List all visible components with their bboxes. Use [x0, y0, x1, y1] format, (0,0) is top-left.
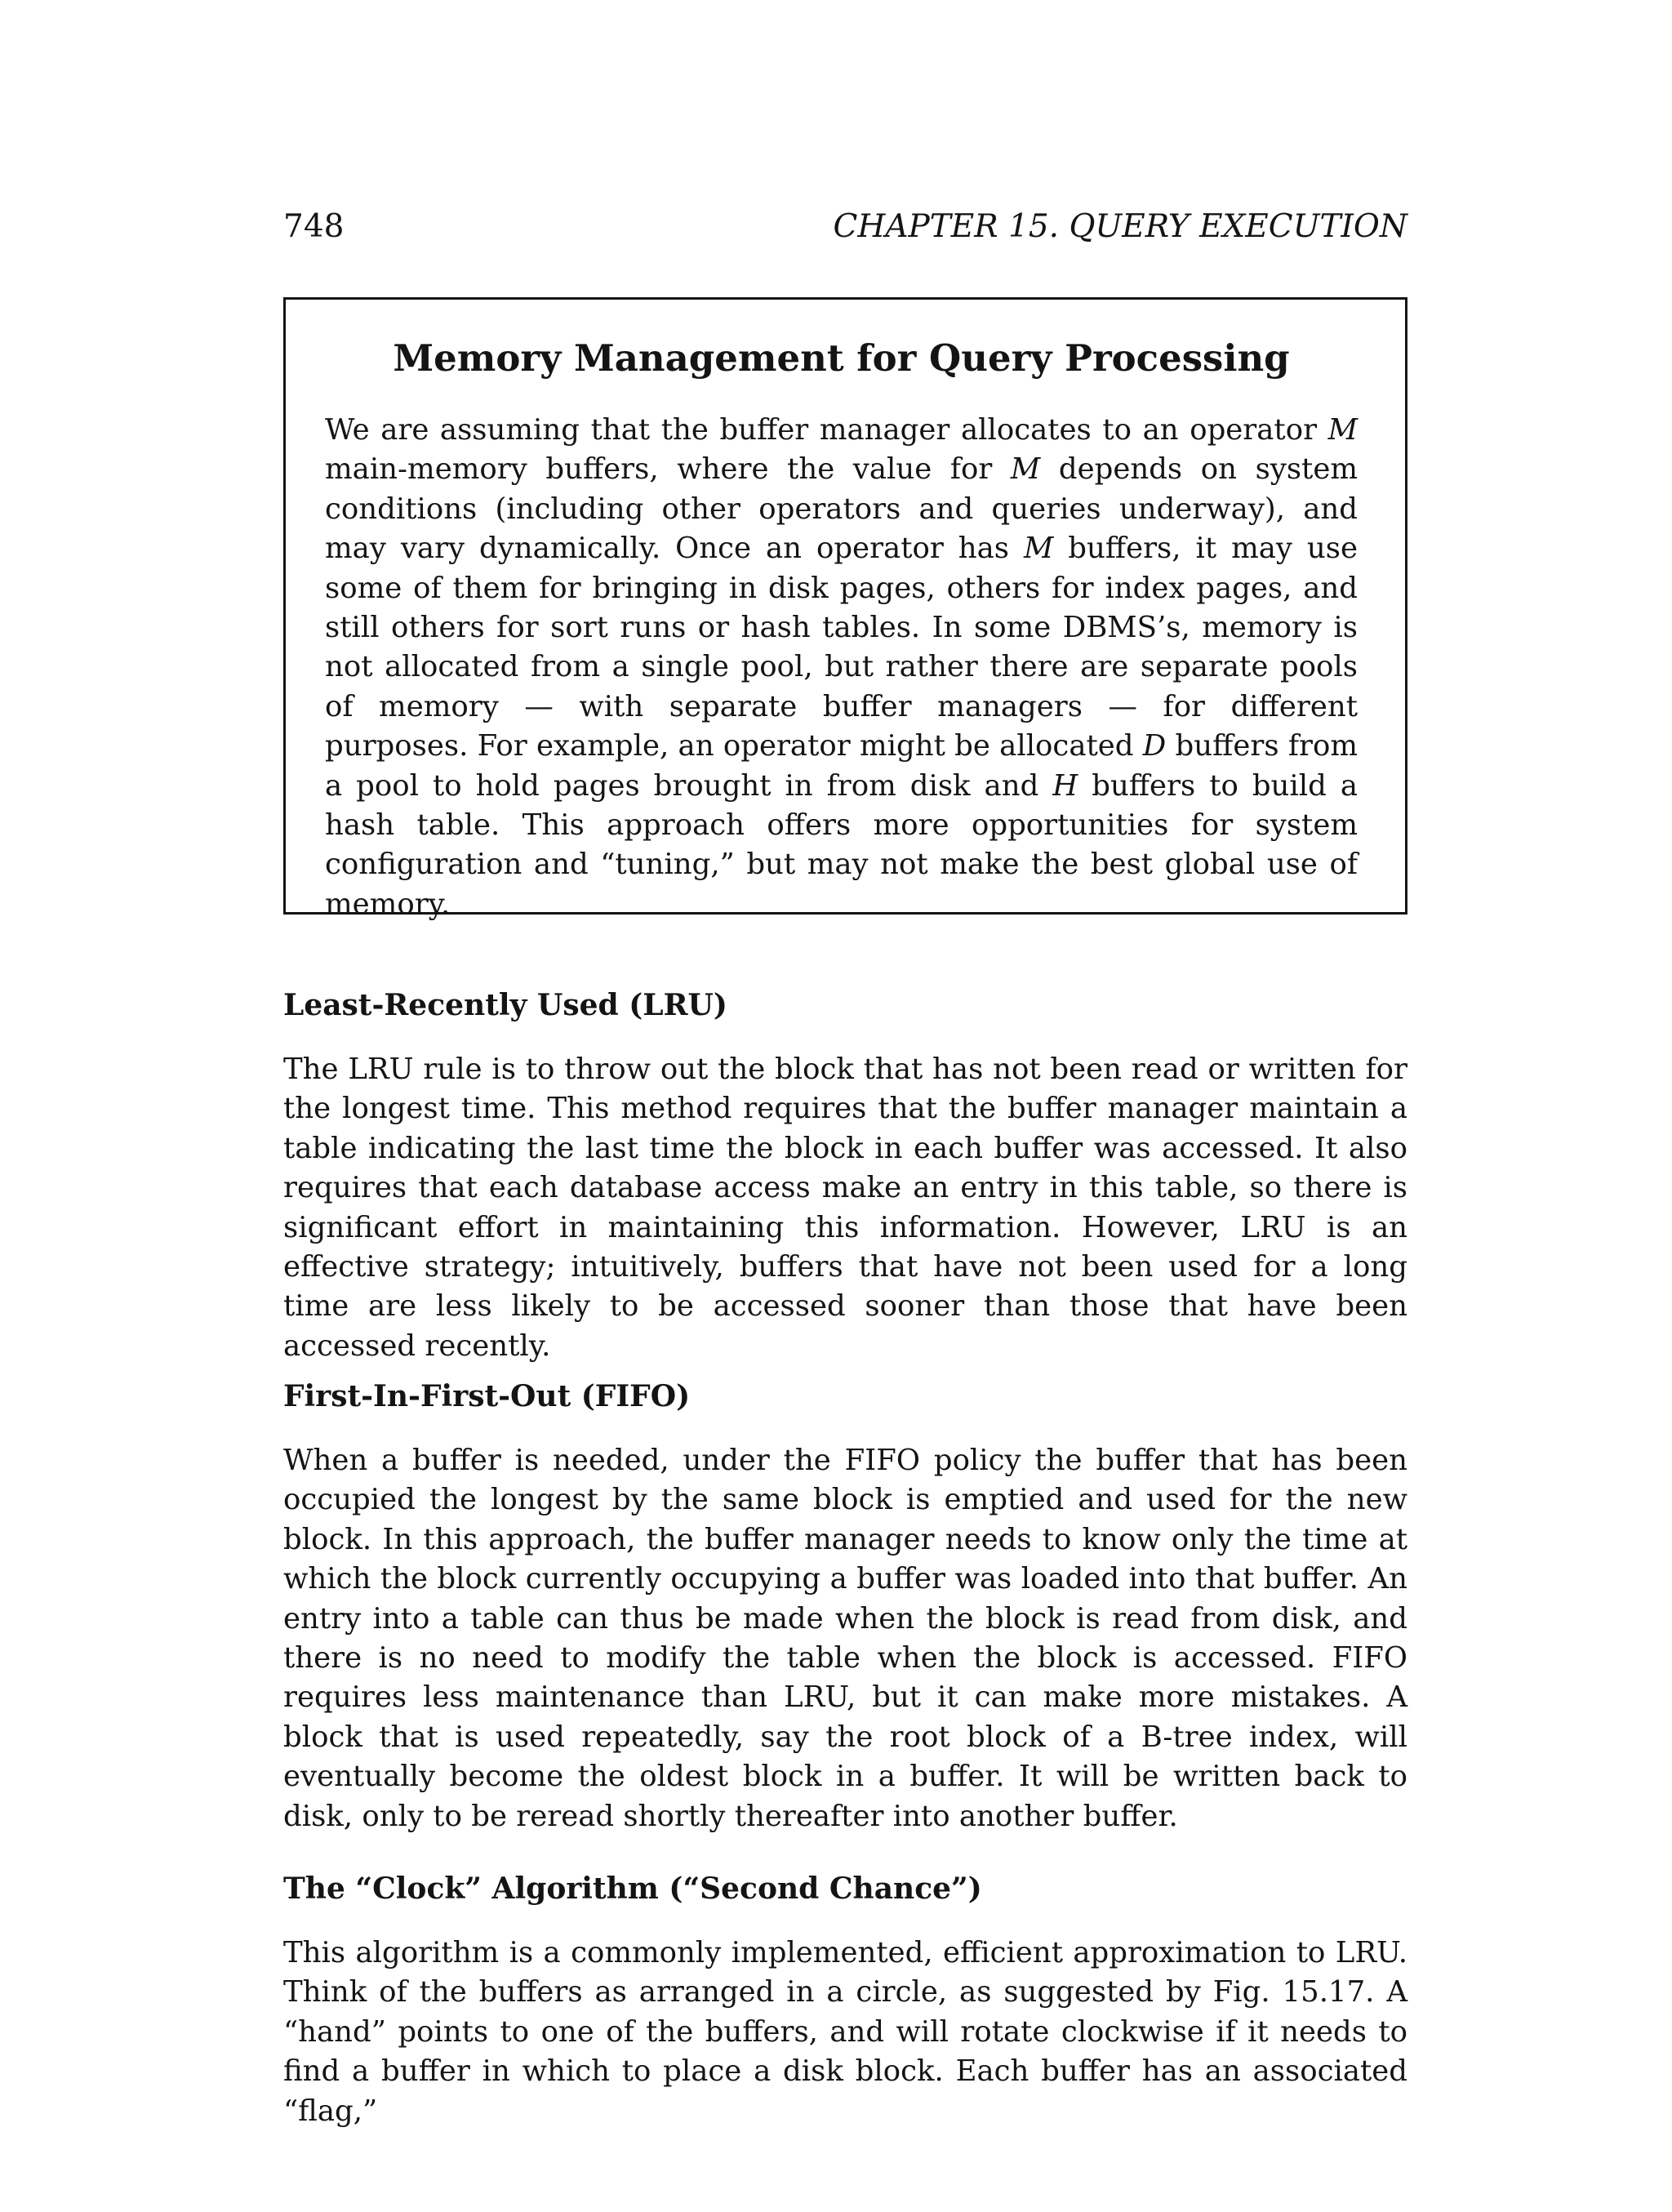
math-variable: D — [1142, 729, 1167, 763]
section-clock — [283, 1868, 1407, 2131]
section-fifo — [283, 1376, 1407, 1836]
sidebar-title: Memory Management for Query Processing — [393, 336, 1290, 380]
math-variable: M — [1010, 452, 1041, 487]
math-variable: M — [1327, 413, 1358, 447]
section-heading-clock: The “Clock” Algorithm (“Second Chance”) — [283, 1872, 982, 1906]
sidebar-body: We are assuming that the buffer manager allocates to an operator M main-memory buffers, where the value for M depends on system conditions (including other operators and queries underway), and may vary dynamically. Once an operator has M buffers, it may use some of them for bringing in disk pages, others for index pages, and still others for sort runs or hash tables. In some DBMS’s, memory is not allocated from a single pool, but rather there are separate pools of memory — with separate buffer managers — for different purposes. For example, an operator might be allocated D buffers from a pool to hold pages brought in from disk and H buffers to build a hash table. This approach offers more opportunities for system configuration and “tuning,” but may not make the best global use of memory. — [325, 413, 1358, 921]
page-header — [283, 208, 1407, 251]
section-body-fifo: When a buffer is needed, under the FIFO policy the buffer that has been occupied the longest by the same block is emptied and used for the new block. In this approach, the buffer manager needs to know only the time at which the block currently occupying a buffer was loaded into that buffer. An entry into a table can thus be made when the block is read from disk, and there is no need to modify the table when the block is accessed. FIFO requires less maintenance than LRU, but it can make more mistakes. A block that is used repeatedly, say the root block of a B-tree index, will eventually become the oldest block in a buffer. It will be written back to disk, only to be reread shortly thereafter into another buffer. — [283, 1444, 1407, 1833]
math-variable: H — [1052, 768, 1078, 803]
section-heading-fifo: First-In-First-Out (FIFO) — [283, 1379, 691, 1413]
sidebar-box — [283, 297, 1407, 921]
section-heading-lru: Least-Recently Used (LRU) — [283, 988, 727, 1022]
page-number: 748 — [283, 208, 345, 245]
section-lru — [283, 985, 1407, 1366]
section-body-clock: This algorithm is a commonly implemented, efficient approximation to LRU. Think of the buffers as arranged in a circle, as suggested by Fig. 15.17. A “hand” points to one of the buffers, and will rotate clockwise if it needs to find a buffer in which to place a disk block. Each buffer has an associated “flag,” — [283, 1936, 1407, 2128]
section-body-lru: The LRU rule is to throw out the block that has not been read or written for the longest time. This method requires that the buffer manager maintain a table indicating the last time the block in each buffer was accessed. It also requires that each database access make an entry in this table, so there is significant effort in maintaining this information. However, LRU is an effective strategy; intuitively, buffers that have not been used for a long time are less likely to be accessed sooner than those that have been accessed recently. — [283, 1053, 1407, 1363]
math-variable: M — [1023, 532, 1054, 566]
running-head: CHAPTER 15. QUERY EXECUTION — [833, 208, 1407, 245]
